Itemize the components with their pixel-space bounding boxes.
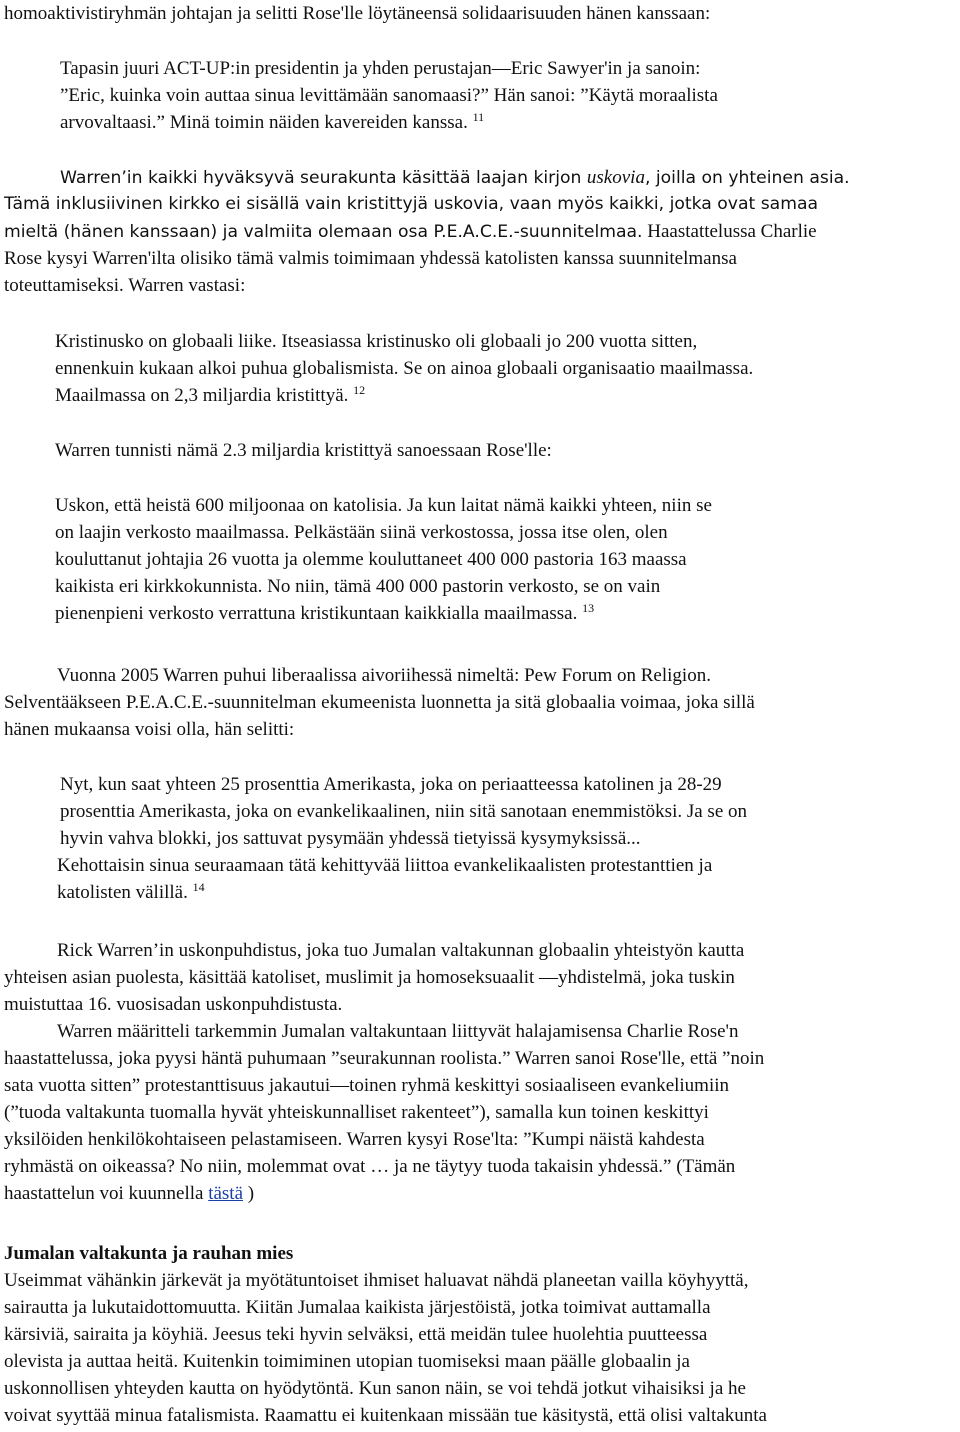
text-line: Selventääkseen P.E.A.C.E.-suunnitelman ekumeenista luonnetta ja sitä globaalia voimaa, joka sillä xyxy=(4,692,755,713)
text-line: Vuonna 2005 Warren puhui liberaalissa aivoriihessä nimeltä: Pew Forum on Religion. xyxy=(57,665,711,686)
text-line: haastattelun voi kuunnella tästä ) xyxy=(4,1183,255,1204)
text-line: sairautta ja lukutaidottomuutta. Kiitän Jumalaa kaikista järjestöistä, jotka toimivat auttamalla xyxy=(4,1297,711,1318)
text-line: hänen mukaansa voisi olla, hän selitti: xyxy=(4,719,295,740)
quote-line: hyvin vahva blokki, jos sattuvat pysymään yhdessä tietyissä kysymyksissä... xyxy=(60,828,641,849)
text-line: olevista ja auttaa heitä. Kuitenkin toimiminen utopian tuomiseksi maan päälle globaalin ja xyxy=(4,1351,690,1372)
text-line: muistuttaa 16. vuosisadan uskonpuhdistusta. xyxy=(4,994,343,1015)
quote-line: Uskon, että heistä 600 miljoonaa on katolisia. Ja kun laitat nämä kaikki yhteen, niin se xyxy=(55,495,712,516)
text-line: Warren’in kaikki hyväksyvä seurakunta käsittää laajan kirjon uskovia, joilla on yhteinen asia. xyxy=(60,167,850,188)
text-line: Useimmat vähänkin järkevät ja myötätuntoiset ihmiset haluavat nähdä planeetan vailla köyhyyttä, xyxy=(4,1270,749,1291)
text-line: yksilöiden henkilökohtaiseen pelastamiseen. Warren kysyi Rose'lta: ”Kumpi näistä kahdesta xyxy=(4,1129,705,1150)
footnote-ref: 13 xyxy=(582,601,595,615)
text-line: Rose kysyi Warren'ilta olisiko tämä valmis toimimaan yhdessä katolisten kanssa suunnitelmansa xyxy=(4,248,737,269)
quote-line: kouluttanut johtajia 26 vuotta ja olemme kouluttaneet 400 000 pastoria 163 maassa xyxy=(55,549,687,570)
quote-line: ennenkuin kukaan alkoi puhua globalismista. Se on ainoa globaali organisaatio maailmassa. xyxy=(55,358,754,379)
quote-line: kaikista eri kirkkokunnista. No niin, tämä 400 000 pastorin verkosto, se on vain xyxy=(55,576,661,597)
quote-line: Nyt, kun saat yhteen 25 prosenttia Amerikasta, joka on periaatteessa katolinen ja 28-29 xyxy=(60,774,722,795)
quote-line: Tapasin juuri ACT-UP:in presidentin ja yhden perustajan—Eric Sawyer'in ja sanoin: xyxy=(60,58,701,79)
quote-line: katolisten välillä. $^{14}$ xyxy=(57,880,205,903)
emphasis: uskovia xyxy=(586,167,645,188)
text-line: homoaktivistiryhmän johtajan ja selitti Rose'lle löytäneensä solidaarisuuden hänen kanssaan: xyxy=(4,3,711,24)
text-line: uskonnollisen yhteyden kautta on hyödytöntä. Kun sanon näin, se voi tehdä jotkut vihaisiksi ja he xyxy=(4,1378,746,1399)
footnote-ref: 14 xyxy=(192,880,205,894)
quote-line: Kehottaisin sinua seuraamaan tätä kehittyvää liittoa evankelikaalisten protestanttien ja xyxy=(57,855,713,876)
text-line: haastattelussa, joka pyysi häntä puhumaan ”seurakunnan roolista.” Warren sanoi Rose'lle, että ”noin xyxy=(4,1048,765,1069)
quote-line: ”Eric, kuinka voin auttaa sinua levittämään sanomaasi?” Hän sanoi: ”Käytä moraalista xyxy=(60,85,718,106)
text-line: sata vuotta sitten” protestanttisuus jakautui—toinen ryhmä keskittyi sosiaaliseen evankeliumiin xyxy=(4,1075,730,1096)
text-line: kärsiviä, sairaita ja köyhiä. Jeesus teki hyvin selväksi, että meidän tulee huolehtia puutteessa xyxy=(4,1324,708,1345)
text-line: ryhmästä on oikeassa? No niin, molemmat ovat … ja ne täytyy tuoda takaisin yhdessä.” (Tämän xyxy=(4,1156,736,1177)
listen-link[interactable]: tästä xyxy=(208,1183,244,1204)
quote-line: prosenttia Amerikasta, joka on evankelikaalinen, niin sitä sanotaan enemmistöksi. Ja se on xyxy=(60,801,747,822)
text-line: Warren tunnisti nämä 2.3 miljardia kristittyä sanoessaan Rose'lle: xyxy=(55,440,552,461)
text-line: Tämä inklusiivinen kirkko ei sisällä vain kristittyjä uskovia, vaan myös kaikki, jotka ovat samaa xyxy=(4,194,819,214)
section-heading: Jumalan valtakunta ja rauhan mies xyxy=(4,1243,294,1264)
text-line: (”tuoda valtakunta tuomalla hyvät yhteiskunnalliset rakenteet”), samalla kun toinen keskittyi xyxy=(4,1102,709,1123)
footnote-ref: 11 xyxy=(472,110,485,124)
text-line: toteuttamiseksi. Warren vastasi: xyxy=(4,275,246,296)
text-line: mieltä (hänen kanssaan) ja valmiita olemaan osa P.E.A.C.E.-suunnitelmaa. Haastattelussa Charlie xyxy=(4,221,817,242)
quote-line: Kristinusko on globaali liike. Itseasiassa kristinusko oli globaali jo 200 vuotta sitten, xyxy=(55,331,698,352)
text-line: Rick Warren’in uskonpuhdistus, joka tuo Jumalan valtakunnan globaalin yhteistyön kautta xyxy=(57,940,745,961)
text-line: voivat syyttää minua fatalismista. Raamattu ei kuitenkaan missään tue käsitystä, että olisi valtakunta xyxy=(4,1405,767,1426)
text-line: Warren määritteli tarkemmin Jumalan valtakuntaan liittyvät halajamisensa Charlie Rose'n xyxy=(57,1021,739,1042)
quote-line: arvovaltaasi.” Minä toimin näiden kavereiden kanssa. $^{11}$ xyxy=(60,110,485,133)
quote-line: Maailmassa on 2,3 miljardia kristittyä. $^{12}$ xyxy=(55,383,366,406)
text-line: yhteisen asian puolesta, käsittää katoliset, muslimit ja homoseksuaalit —yhdistelmä, joka tuskin xyxy=(4,967,735,988)
quote-line: pienenpieni verkosto verrattuna kristikuntaan kaikkialla maailmassa. $^{13}$ xyxy=(55,601,595,624)
footnote-ref: 12 xyxy=(353,383,366,397)
quote-line: on laajin verkosto maailmassa. Pelkästään siinä verkostossa, jossa itse olen, olen xyxy=(55,522,668,543)
